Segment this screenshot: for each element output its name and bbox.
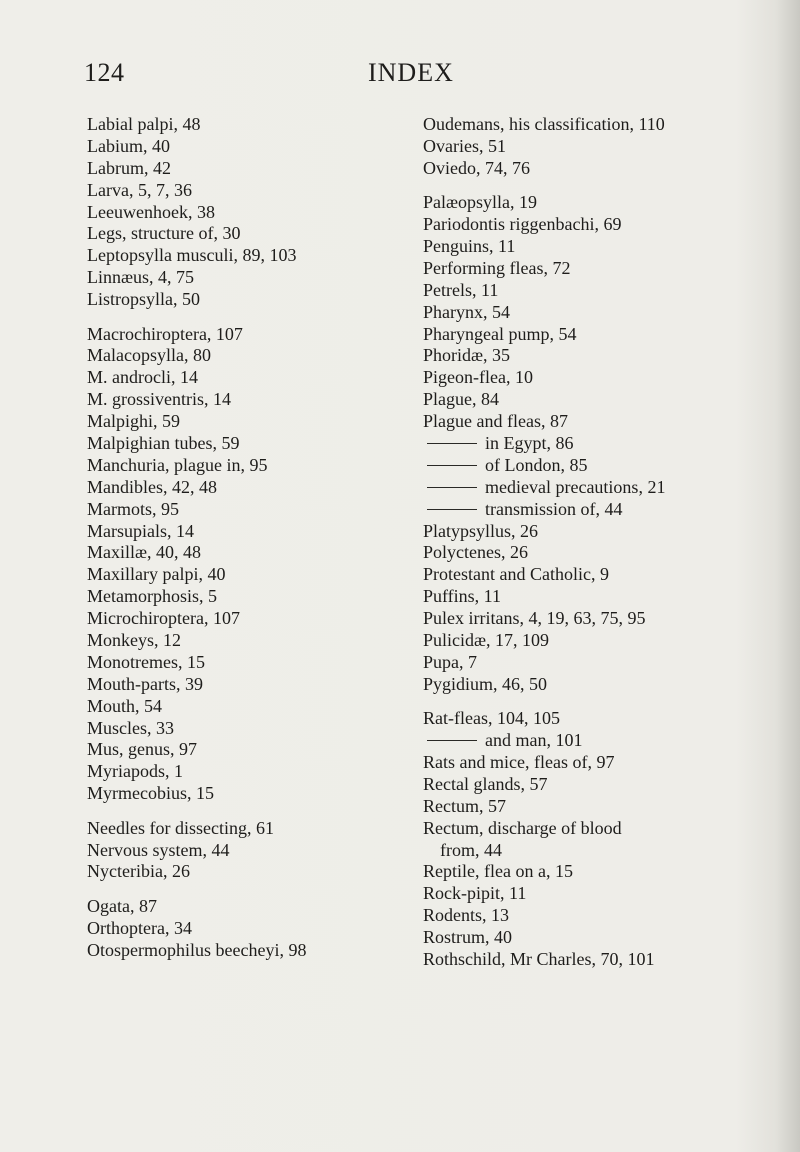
index-entry-text: Malpighian tubes, 59: [87, 432, 240, 453]
index-entry: [423, 258, 763, 280]
index-entry: [87, 455, 417, 477]
index-column-right: [423, 114, 763, 971]
index-entry-text: and man, 101: [485, 730, 583, 751]
ditto-dash: [427, 740, 477, 741]
section-gap: [423, 696, 763, 709]
index-entry: [87, 940, 417, 962]
index-entry-text: Mus, genus, 97: [87, 739, 198, 760]
index-entry-text: in Egypt, 86: [485, 432, 574, 453]
index-entry-text: from, 44: [440, 839, 502, 860]
section-gap: [423, 180, 763, 193]
index-entry-text: M. androcli, 14: [87, 367, 198, 388]
index-entry: [87, 411, 417, 433]
index-entry-text: Mandibles, 42, 48: [87, 476, 217, 497]
index-entry-text: Pigeon-flea, 10: [423, 367, 533, 388]
index-entry: [87, 499, 417, 521]
index-entry-text: Otospermophilus beecheyi, 98: [87, 939, 307, 960]
index-entry: [87, 521, 417, 543]
index-entry: [423, 949, 763, 971]
index-entry-text: medieval precautions, 21: [485, 476, 666, 497]
index-entry-text: Metamorphosis, 5: [87, 586, 217, 607]
index-entry-text: Pygidium, 46, 50: [423, 673, 548, 694]
index-entry: [423, 674, 763, 696]
index-entry-text: Larva, 5, 7, 36: [87, 179, 192, 200]
index-entry-text: Pariodontis riggenbachi, 69: [423, 214, 622, 235]
index-entry: [423, 542, 763, 564]
index-entry-text: Ogata, 87: [87, 895, 157, 916]
index-entry: [423, 158, 763, 180]
index-entry-text: Penguins, 11: [423, 235, 516, 256]
index-entry: [423, 411, 763, 433]
index-entry: [87, 477, 417, 499]
index-entry-text: Rodents, 13: [423, 905, 510, 926]
index-entry-text: Pharyngeal pump, 54: [423, 323, 577, 344]
index-entry: [87, 783, 417, 805]
index-entry-text: of London, 85: [485, 454, 588, 475]
index-entry: [87, 180, 417, 202]
index-entry-text: Nervous system, 44: [87, 839, 230, 860]
index-entry: [87, 367, 417, 389]
index-entry-text: Oudemans, his classification, 110: [423, 114, 665, 134]
index-entry: [423, 192, 763, 214]
index-entry-text: Macrochiroptera, 107: [87, 323, 243, 344]
index-entry: [423, 586, 763, 608]
index-entry-text: Marmots, 95: [87, 498, 179, 519]
index-entry: [87, 608, 417, 630]
index-entry-text: Pharynx, 54: [423, 301, 510, 322]
index-entry: [87, 202, 417, 224]
index-entry-text: Linnæus, 4, 75: [87, 267, 195, 288]
index-entry-text: Labial palpi, 48: [87, 114, 201, 134]
index-entry-text: Performing fleas, 72: [423, 257, 571, 278]
index-entry-text: Rectum, 57: [423, 795, 506, 816]
index-entry: [87, 652, 417, 674]
index-entry-text: Maxillæ, 40, 48: [87, 542, 202, 563]
ditto-dash: [427, 465, 477, 466]
index-entry: [423, 136, 763, 158]
ditto-dash: [427, 509, 477, 510]
index-entry-text: Microchiroptera, 107: [87, 608, 240, 629]
index-entry-text: Malacopsylla, 80: [87, 345, 211, 366]
index-entry-text: Puffins, 11: [423, 586, 502, 607]
ditto-dash: [427, 443, 477, 444]
page-title: INDEX: [368, 58, 454, 87]
index-entry: [87, 840, 417, 862]
index-entry: [423, 774, 763, 796]
index-entry: [87, 289, 417, 311]
index-entry: [423, 883, 763, 905]
index-entry-text: Myriapods, 1: [87, 761, 183, 782]
index-entry-text: transmission of, 44: [485, 498, 623, 519]
index-subentry: [423, 730, 763, 752]
index-entry-text: Labium, 40: [87, 135, 170, 156]
index-entry: [87, 136, 417, 158]
index-entry-text: Marsupials, 14: [87, 520, 194, 541]
index-entry: [87, 542, 417, 564]
index-entry: [423, 818, 763, 840]
index-entry-text: Plague, 84: [423, 389, 499, 410]
index-entry-text: Monotremes, 15: [87, 651, 205, 672]
index-entry-text: Pulicidæ, 17, 109: [423, 629, 550, 650]
index-entry-text: Nycteribia, 26: [87, 861, 190, 882]
index-entry-text: Needles for dissecting, 61: [87, 817, 274, 838]
index-entry-text: Malpighi, 59: [87, 411, 180, 432]
index-entry: [423, 861, 763, 883]
index-entry: [87, 818, 417, 840]
index-entry: [87, 267, 417, 289]
index-entry-text: Pulex irritans, 4, 19, 63, 75, 95: [423, 608, 646, 629]
index-entry: [423, 389, 763, 411]
index-entry: [423, 302, 763, 324]
index-entry-text: Leeuwenhoek, 38: [87, 201, 215, 222]
index-entry: [87, 761, 417, 783]
index-entry-text: Rectal glands, 57: [423, 773, 548, 794]
index-entry-text: Rat-fleas, 104, 105: [423, 708, 560, 729]
index-entry: [423, 324, 763, 346]
index-entry-text: M. grossiventris, 14: [87, 389, 231, 410]
index-entry: [423, 236, 763, 258]
index-entry-text: Mouth-parts, 39: [87, 673, 203, 694]
index-entry: [87, 433, 417, 455]
index-entry: [87, 223, 417, 245]
index-entry-text: Oviedo, 74, 76: [423, 157, 530, 178]
index-entry: [423, 927, 763, 949]
index-entry-text: Rock-pipit, 11: [423, 883, 527, 904]
index-entry: [423, 630, 763, 652]
index-entry: [87, 245, 417, 267]
index-entry: [423, 608, 763, 630]
index-entry: [87, 158, 417, 180]
index-entry-text: Ovaries, 51: [423, 135, 506, 156]
index-entry-text: Mouth, 54: [87, 695, 163, 716]
index-entry-text: Leptopsylla musculi, 89, 103: [87, 245, 297, 266]
index-subentry: [423, 477, 763, 499]
index-entry-continuation: [423, 840, 763, 862]
index-entry-text: Phoridæ, 35: [423, 345, 511, 366]
section-gap: [87, 311, 417, 324]
index-entry-text: Orthoptera, 34: [87, 917, 192, 938]
index-entry: [87, 861, 417, 883]
index-entry: [87, 586, 417, 608]
index-entry-text: Monkeys, 12: [87, 629, 181, 650]
index-entry: [423, 280, 763, 302]
index-entry: [423, 564, 763, 586]
index-entry-text: Labrum, 42: [87, 157, 171, 178]
index-entry-text: Maxillary palpi, 40: [87, 564, 226, 585]
index-entry: [87, 345, 417, 367]
section-gap: [87, 883, 417, 896]
index-entry: [87, 389, 417, 411]
index-entry-text: Plague and fleas, 87: [423, 411, 568, 432]
index-entry-text: Petrels, 11: [423, 279, 499, 300]
index-entry: [423, 905, 763, 927]
index-entry: [423, 708, 763, 730]
index-entry-text: Rats and mice, fleas of, 97: [423, 751, 615, 772]
index-entry-text: Myrmecobius, 15: [87, 783, 214, 804]
index-entry-text: Muscles, 33: [87, 717, 174, 738]
index-entry: [423, 796, 763, 818]
index-entry: [423, 214, 763, 236]
index-entry-text: Reptile, flea on a, 15: [423, 861, 573, 882]
index-entry: [423, 345, 763, 367]
index-entry: [87, 674, 417, 696]
index-entry: [87, 739, 417, 761]
index-entry-text: Rostrum, 40: [423, 927, 513, 948]
index-entry: [87, 696, 417, 718]
page-number: 124: [84, 58, 125, 87]
index-entry-text: Pupa, 7: [423, 651, 477, 672]
index-entry: [423, 652, 763, 674]
index-entry: [87, 896, 417, 918]
index-entry-text: Rectum, discharge of blood: [423, 817, 622, 838]
index-entry-text: Platypsyllus, 26: [423, 520, 539, 541]
index-subentry: [423, 455, 763, 477]
index-entry: [87, 114, 417, 136]
index-entry-text: Manchuria, plague in, 95: [87, 454, 268, 475]
index-entry-text: Listropsylla, 50: [87, 289, 200, 310]
index-entry: [423, 114, 763, 136]
index-entry-text: Protestant and Catholic, 9: [423, 564, 609, 585]
index-column-left: [87, 114, 417, 961]
index-subentry: [423, 499, 763, 521]
ditto-dash: [427, 487, 477, 488]
index-entry-text: Palæopsylla, 19: [423, 192, 538, 213]
index-entry: [423, 367, 763, 389]
index-entry: [87, 324, 417, 346]
index-entry-text: Rothschild, Mr Charles, 70, 101: [423, 948, 655, 969]
index-entry-text: Legs, structure of, 30: [87, 223, 241, 244]
index-entry: [423, 752, 763, 774]
index-entry: [87, 918, 417, 940]
index-entry-text: Polyctenes, 26: [423, 542, 528, 563]
section-gap: [87, 805, 417, 818]
index-entry: [87, 718, 417, 740]
page-header: [82, 58, 722, 94]
index-subentry: [423, 433, 763, 455]
index-entry: [87, 630, 417, 652]
index-entry: [87, 564, 417, 586]
index-entry: [423, 521, 763, 543]
